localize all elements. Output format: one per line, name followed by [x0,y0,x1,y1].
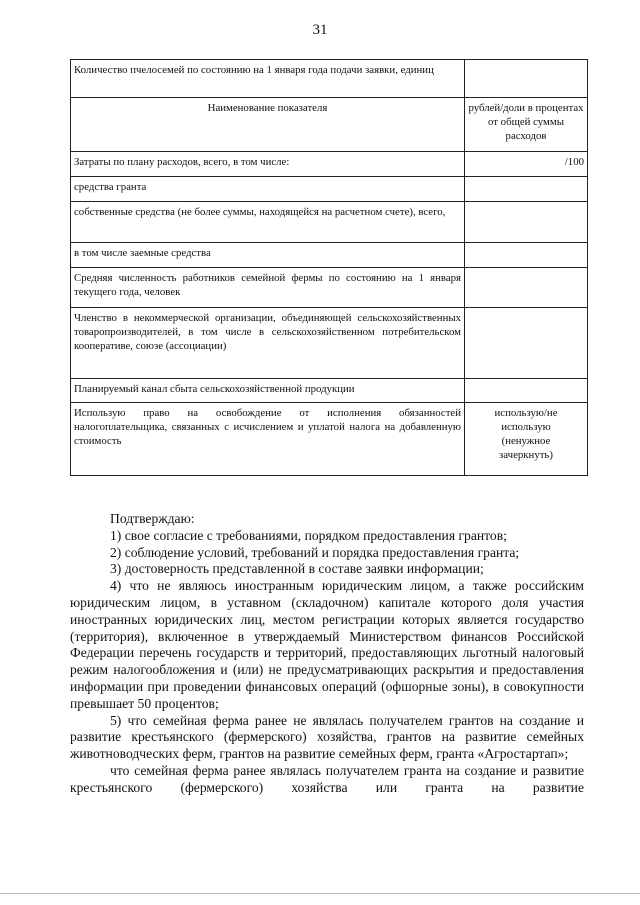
confirm-heading: Подтверждаю: [110,511,195,526]
row-value-field [465,177,588,202]
header-units: рублей/доли в процентах от общей суммы расходов [465,98,588,152]
table-row [71,152,588,177]
row-value-field [465,243,588,268]
table-row [71,308,588,379]
confirm-item-4: 4) что не являюсь иностранным юридическим лицом, а также российским юридическим лицом, в уставном (складочном) капитале которого доля участия иностранных юридических лиц, местом регистрации которых является государство (территория), включенное в утверждаемый Министерством финансов Российской Федерации перечень государств и территорий, предоставляющих льготный налоговый режим налогообложения и (или) не предусматривающих раскрытия и предоставления информации при проведении финансовых операций (офшорные зоны), в совокупности превышает 50 процентов; [70,578,584,711]
confirm-item-5: 5) что семейная ферма ранее не являлась получателем грантов на создание и развитие крестьянского (фермерского) хозяйства, грантов на развитие семейных животноводческих ферм, грантов на развитие семейных ферм, гранта «Агростартап»; [70,712,584,762]
confirm-item-2: 2) соблюдение условий, требований и порядка предоставления гранта; [110,544,520,560]
row-value-field [465,202,588,243]
row-label: в том числе заемные средства [71,243,465,268]
confirmation-section [70,511,584,797]
vat-option-line: использую/не [494,407,558,419]
row-label: Количество пчелосемей по состоянию на 1 января года подачи заявки, единиц [71,60,465,98]
row-label: собственные средства (не более суммы, находящейся на расчетном счете), всего, [71,202,465,243]
vat-choice-field [465,403,588,476]
confirm-item-3: 3) достоверность представленной в составе заявки информации; [110,561,484,577]
application-table [70,59,588,476]
confirm-item-6: что семейная ферма ранее являлась получателем гранта на создание и развитие крестьянского (фермерского) хозяйства или гранта на развитие [70,762,584,795]
page-bottom-rule [0,893,640,894]
confirm-item-1: 1) свое согласие с требованиями, порядком предоставления грантов; [110,527,507,543]
row-label: средства гранта [71,177,465,202]
row-value-field [465,308,588,379]
header-indicator-name: Наименование показателя [71,98,465,152]
row-label: Членство в некоммерческой организации, объединяющей сельскохозяйственных товаропроизводителей, в том числе в сельскохозяйственном потребительском кооперативе, союзе (ассоциации) [71,308,465,379]
row-value-field: /100 [465,152,588,177]
vat-option-line: зачеркнуть) [499,449,553,461]
row-label: Планируемый канал сбыта сельскохозяйственной продукции [71,379,465,403]
vat-option-line: (ненужное [501,435,551,447]
table-row [71,60,588,98]
vat-option-line: использую [501,421,551,433]
table-row [71,202,588,243]
page-number: 31 [312,22,328,38]
table-row [71,243,588,268]
row-value-field [465,268,588,308]
row-label: Средняя численность работников семейной фермы по состоянию на 1 января текущего года, человек [71,268,465,308]
row-value-field [465,60,588,98]
row-label: Использую право на освобождение от исполнения обязанностей налогоплательщика, связанных с исчислением и уплатой налога на добавленную стоимость [71,403,465,476]
table-row [71,177,588,202]
row-value-field [465,379,588,403]
table-row [71,379,588,403]
table-header-row [71,98,588,152]
table-row [71,403,588,476]
row-label: Затраты по плану расходов, всего, в том числе: [71,152,465,177]
table-row [71,268,588,308]
